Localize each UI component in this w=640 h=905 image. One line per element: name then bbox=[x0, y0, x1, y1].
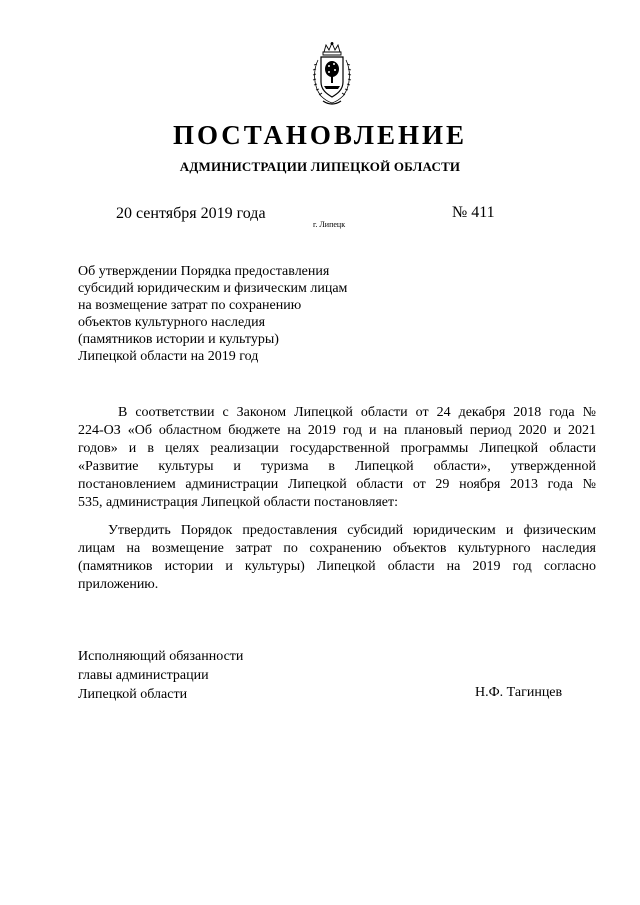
document-number: № 411 bbox=[452, 204, 495, 221]
document-title: ПОСТАНОВЛЕНИЕ bbox=[172, 120, 468, 150]
body-paragraph-2 bbox=[78, 522, 596, 594]
paragraph-line: постановлением администрации Липецкой области от 29 ноября 2013 года № bbox=[78, 477, 596, 492]
signatory-position: Липецкой области bbox=[78, 687, 188, 702]
subject-line: на возмещение затрат по сохранению bbox=[78, 298, 302, 313]
signatory-position: Исполняющий обязанности bbox=[78, 649, 244, 664]
subject-line: объектов культурного наследия bbox=[78, 315, 266, 330]
body-paragraph-1 bbox=[78, 404, 596, 512]
document-subject bbox=[78, 263, 347, 365]
subject-line: (памятников истории и культуры) bbox=[78, 332, 279, 347]
document-city: г. Липецк bbox=[313, 220, 346, 229]
paragraph-line: лицам на возмещение затрат по сохранению объектов культурного наследия bbox=[78, 541, 596, 556]
lipetsk-oblast-coat-of-arms-icon bbox=[311, 42, 353, 108]
subject-line: Липецкой области на 2019 год bbox=[78, 349, 259, 364]
paragraph-line: (памятников истории и культуры) Липецкой области на 2019 год согласно bbox=[78, 559, 596, 574]
subject-line: Об утверждении Порядка предоставления bbox=[78, 264, 330, 279]
paragraph-line: Утвердить Порядок предоставления субсидий юридическим и физическим bbox=[108, 523, 596, 538]
paragraph-line: 224-ОЗ «Об областном бюджете на 2019 год и на плановый период 2020 и 2021 bbox=[78, 423, 596, 438]
paragraph-line: «Развитие культуры и туризма в Липецкой области», утвержденной bbox=[78, 459, 596, 474]
signature-block bbox=[78, 647, 243, 704]
signatory-name: Н.Ф. Тагинцев bbox=[475, 685, 563, 700]
paragraph-line: годов» и в целях реализации государственной программы Липецкой области bbox=[78, 441, 596, 456]
document-date: 20 сентября 2019 года bbox=[116, 205, 266, 222]
paragraph-line: 535, администрация Липецкой области постановляет: bbox=[78, 495, 399, 510]
paragraph-line: В соответствии с Законом Липецкой области от 24 декабря 2018 года № bbox=[118, 405, 596, 420]
signatory-position: главы администрации bbox=[78, 668, 209, 683]
issuing-authority: АДМИНИСТРАЦИИ ЛИПЕЦКОЙ ОБЛАСТИ bbox=[179, 159, 461, 174]
subject-line: субсидий юридическим и физическим лицам bbox=[78, 281, 348, 296]
paragraph-line: приложению. bbox=[78, 577, 159, 592]
